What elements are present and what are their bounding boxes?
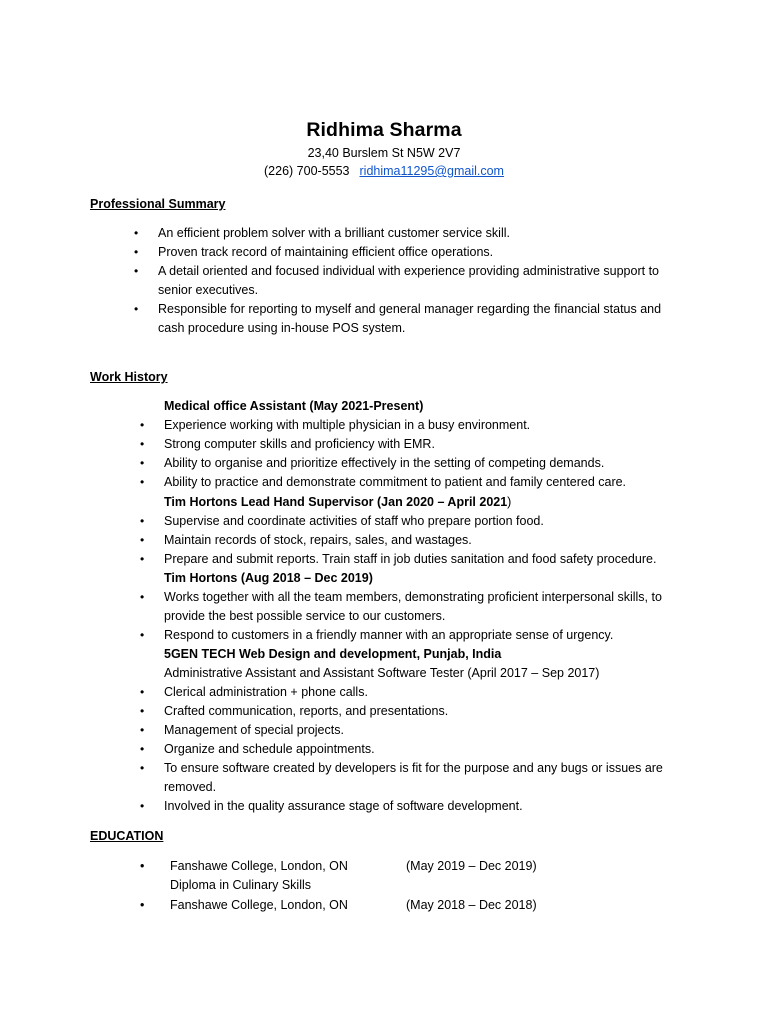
list-item: • Management of special projects. [136,721,676,740]
job3-list [136,588,676,645]
list-item: • Strong computer skills and proficiency with EMR. [136,435,676,454]
bullet: • [140,533,145,547]
education-heading: EDUCATION [90,829,164,843]
list-item: • Clerical administration + phone calls. [136,683,676,702]
school-name: Fanshawe College, London, ON [170,898,348,912]
bullet: • [140,723,145,737]
education-dates: (May 2018 – Dec 2018) [406,898,537,912]
list-item: • Ability to practice and demonstrate commitment to patient and family centered care. [136,473,676,492]
email-link[interactable]: ridhima11295@gmail.com [359,164,504,178]
job-subtitle: Administrative Assistant and Assistant Software Tester (April 2017 – Sep 2017) [164,666,600,680]
list-item: • Ability to organise and prioritize effectively in the setting of competing demands. [136,454,676,473]
list-item: • Involved in the quality assurance stage of software development. [136,797,676,816]
education-detail: Diploma in Culinary Skills [170,878,312,892]
bullet: • [140,704,145,718]
education-dates: (May 2019 – Dec 2019) [406,859,537,873]
list-item: • An efficient problem solver with a brilliant customer service skill. [130,224,690,243]
list-item: • Organize and schedule appointments. [136,740,676,759]
bullet: • [140,628,145,642]
resume-header [0,116,768,180]
job4-list [136,683,676,816]
bullet: • [134,245,139,259]
bullet: • [134,302,139,316]
job-title-5gen-tech: 5GEN TECH Web Design and development, Punjab, India [164,647,502,661]
bullet: • [134,226,139,240]
contact-line [0,162,768,180]
list-item: • A detail oriented and focused individual with experience providing administrative support to senior executives. [134,264,659,297]
job-title-tim-hortons: Tim Hortons (Aug 2018 – Dec 2019) [164,571,373,585]
list-item: • Crafted communication, reports, and presentations. [136,702,676,721]
list-item: • Experience working with multiple physician in a busy environment. [136,416,676,435]
job-title-lead-hand: Tim Hortons Lead Hand Supervisor (Jan 2020 – April 2021) [164,495,512,509]
list-item: • Respond to customers in a friendly manner with an appropriate sense of urgency. [136,626,676,645]
job1-list [136,416,676,492]
bullet: • [140,590,145,604]
bullet: • [140,761,145,775]
bullet: • [140,898,145,912]
summary-list [130,224,690,338]
bullet: • [140,418,145,432]
bullet: • [140,514,145,528]
phone-number: (226) 700-5553 [264,164,350,178]
list-item: • Proven track record of maintaining efficient office operations. [130,243,690,262]
candidate-name: Ridhima Sharma [306,119,462,141]
job-title-medical-office: Medical office Assistant (May 2021-Present) [164,399,424,413]
bullet: • [140,685,145,699]
work-history-heading: Work History [90,370,168,384]
bullet: • [140,456,145,470]
list-item: • Prepare and submit reports. Train staff in job duties sanitation and food safety procedure. [136,550,676,569]
bullet: • [140,437,145,451]
bullet: • [140,475,145,489]
summary-heading: Professional Summary [90,197,226,211]
bullet: • [140,859,145,873]
bullet: • [140,799,145,813]
address: 23,40 Burslem St N5W 2V7 [307,146,461,160]
bullet: • [140,552,145,566]
list-item: • Responsible for reporting to myself and general manager regarding the financial status and cash procedure using in-house POS system. [134,302,662,335]
list-item: • To ensure software created by developers is fit for the purpose and any bugs or issues are removed. [140,761,663,794]
school-name: Fanshawe College, London, ON [170,859,348,873]
bullet: • [140,742,145,756]
job2-list [136,512,676,569]
list-item: • Supervise and coordinate activities of staff who prepare portion food. [136,512,676,531]
bullet: • [134,264,139,278]
list-item: • Maintain records of stock, repairs, sales, and wastages. [136,531,676,550]
list-item: • Works together with all the team members, demonstrating proficient interpersonal skills, to provide the best possible service to our customers. [140,590,662,623]
